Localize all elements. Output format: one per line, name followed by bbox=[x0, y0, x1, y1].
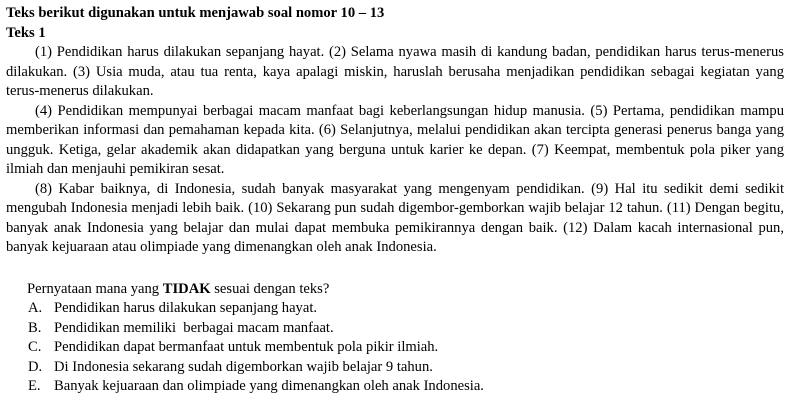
question-stem-before: Pernyataan mana yang bbox=[27, 280, 163, 297]
answer-option-a[interactable] bbox=[6, 299, 784, 319]
text-label: Teks 1 bbox=[6, 24, 46, 41]
question-stem-emphasis: TIDAK bbox=[162, 280, 211, 297]
passage-paragraph-2: (4) Pendidikan mempunyai berbagai macam manfaat bagi keberlangsungan hidup manusia. (5) Pertama, pendidikan mampu memberikan informasi dan pemahaman kepada kita. (6) Selanjutnya, melalui pendidikan akan tercipta generasi penerus banga yang ungguk. Ketiga, gelar akademik akan didapatkan yang berguna untuk karier ke depan. (7) Keempat, membentuk pola piker yang ilmiah dan menjauhi pemikiran sesat. bbox=[6, 102, 784, 177]
passage bbox=[6, 43, 784, 258]
answer-option-c[interactable] bbox=[6, 338, 784, 358]
passage-paragraph-1: (1) Pendidikan harus dilakukan sepanjang hayat. (2) Selama nyawa masih di kandung badan, pendidikan harus terus-menerus dilakukan. (3) Usia muda, atau tua renta, kaya apalagi miskin, haruslah berusaha menjadikan pendidikan sebagai kegiatan yang terus-menerus dilakukan. bbox=[6, 44, 784, 99]
option-text: Pendidikan memiliki berbagai macam manfaat. bbox=[54, 319, 334, 336]
answer-option-e[interactable] bbox=[6, 377, 784, 397]
option-letter: C. bbox=[28, 339, 42, 355]
document-page bbox=[6, 4, 784, 397]
passage-paragraph-3: (8) Kabar baiknya, di Indonesia, sudah banyak masyarakat yang mengenyam pendidikan. (9) Hal itu sedikit demi sedikit mengubah Indonesia menjadi lebih baik. (10) Sekarang pun sudah digembor-gemborkan wajib belajar 12 tahun. (11) Dengan begitu, banyak anak Indonesia yang belajar dan mulai dapat membuka pemikirannya dengan baik. (12) Dalam kacah internasional pun, banyak kejuaraan atau olimpiade yang dimenangkan oleh anak Indonesia. bbox=[6, 180, 784, 255]
option-text: Banyak kejuaraan dan olimpiade yang dimenangkan oleh anak Indonesia. bbox=[54, 378, 484, 394]
option-letter: D. bbox=[28, 358, 43, 375]
answer-option-d[interactable] bbox=[6, 358, 784, 378]
answer-options bbox=[6, 299, 784, 397]
question-stem-after: sesuai dengan teks? bbox=[210, 280, 330, 297]
option-text: Pendidikan dapat bermanfaat untuk membentuk pola pikir ilmiah. bbox=[54, 339, 439, 355]
option-text: Di Indonesia sekarang sudah digemborkan wajib belajar 9 tahun. bbox=[54, 358, 433, 375]
instruction-heading: Teks berikut digunakan untuk menjawab soal nomor 10 – 13 bbox=[6, 5, 385, 21]
answer-option-b[interactable] bbox=[6, 319, 784, 339]
question-stem bbox=[6, 280, 784, 300]
option-letter: A. bbox=[28, 300, 43, 316]
option-letter: E. bbox=[28, 378, 41, 394]
option-text: Pendidikan harus dilakukan sepanjang hayat. bbox=[54, 300, 318, 316]
option-letter: B. bbox=[28, 319, 42, 336]
